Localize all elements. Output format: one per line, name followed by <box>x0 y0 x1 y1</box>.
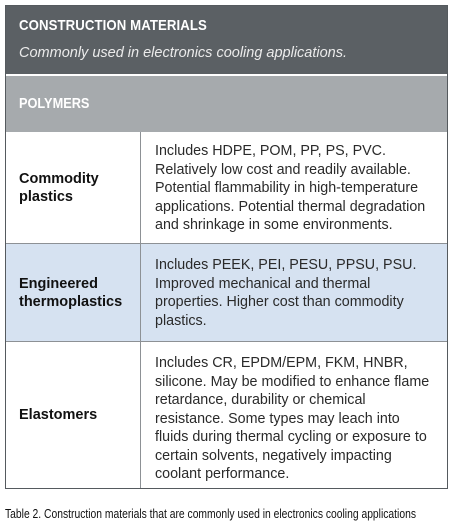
table-row <box>6 132 447 244</box>
row-label: Elastomers <box>6 342 141 488</box>
section-header-polymers <box>6 74 447 132</box>
table-row <box>6 244 447 342</box>
section-title: POLYMERS <box>19 96 90 112</box>
table-caption: Table 2. Construction materials that are commonly used in electronics cooling applications <box>5 507 416 521</box>
table-subtitle: Commonly used in electronics cooling applications. <box>19 45 348 61</box>
table-row <box>6 342 447 488</box>
table-header <box>6 6 447 74</box>
table-title: CONSTRUCTION MATERIALS <box>19 17 207 34</box>
row-label: Engineered thermoplastics <box>6 244 141 341</box>
materials-table <box>5 5 448 489</box>
row-description: Includes HDPE, POM, PP, PS, PVC. Relatively low cost and readily available. Potential flammability in high-temperature applications. Potential thermal degradation and shrinkage in some environments. <box>155 143 426 233</box>
row-label: Commodity plastics <box>6 132 141 243</box>
row-description: Includes CR, EPDM/EPM, FKM, HNBR, silicone. May be modified to enhance flame retardance, durability or chemical resistance. Some types may leach into fluids during thermal cycling or exposure to certain solvents, negatively impacting coolant performance. <box>155 355 430 482</box>
row-description: Includes PEEK, PEI, PESU, PPSU, PSU. Improved mechanical and thermal properties. Higher cost than commodity plastics. <box>155 257 417 329</box>
